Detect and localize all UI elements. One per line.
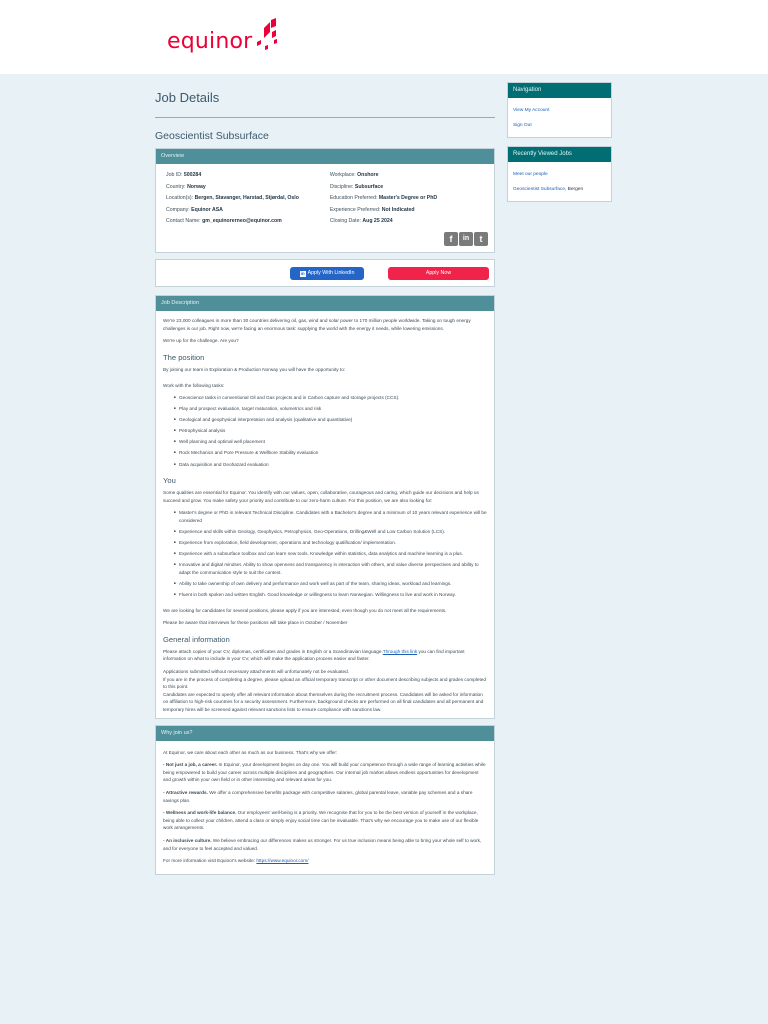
list-item: ■ Innovative and digital mindset. Ability to show openness and transparency in interaction with others, and value diverse perspectives and ability to adapt the communication style to suit the context.: [179, 561, 487, 576]
overview-panel: [155, 148, 495, 253]
position-intro: By joining our team in Exploration & Production Norway you will have the opportunity to:: [163, 366, 346, 372]
list-item: ■ Ability to take ownership of own delivery and performance and work well as part of the team, sharing ideas, workload and learnings.: [179, 580, 487, 588]
why-join-body: [156, 741, 494, 874]
sign-out-link[interactable]: Sign Out: [513, 123, 532, 128]
challenge-text: We're up for the challenge. Are you?: [163, 338, 239, 344]
intro-text: We're 23,000 colleagues in more than 30 countries delivering oil, gas, wind and solar power to 170 million people worldwide. Taking on tough energy challenges is our job. Right now, we're facing an enormous task: supplying the world with the energy it needs, while lowering emissions.: [163, 317, 471, 331]
navigation-header: Navigation: [508, 83, 611, 98]
list-item: ■ Data acquisition and Geohazard evaluation: [179, 461, 487, 469]
tasks-list: [163, 394, 487, 468]
recently-viewed-body: [508, 162, 611, 201]
position-heading: The position: [163, 352, 205, 362]
view-my-account-link[interactable]: View My Account: [513, 108, 550, 113]
more-info: For more information visit Equinor's website: https://www.equinor.com/: [163, 858, 309, 864]
benefit-item: - Not just a job, a career. In Equinor, your development begins on day one. You will build your competence through a wide range of learning activities while being empowered to build your career across multiple disciplines and geographies. Our internal job market allows endless opportunities for development and growth within your own field or in other interesting and relevant areas for you.: [163, 762, 486, 783]
share-icons: [156, 232, 494, 252]
overview-field: Education Preferred: Master's Degree or PhD: [329, 195, 438, 202]
list-item: ■ Geoscience tasks in conventional Oil and Gas projects and in Carbon capture and storage projects (CCS).: [179, 394, 487, 402]
recently-viewed-box: [507, 146, 612, 202]
general-info-heading: General information: [163, 634, 230, 644]
twitter-icon[interactable]: t: [474, 232, 488, 246]
linkedin-icon[interactable]: in: [459, 232, 473, 246]
tasks-intro: Work with the following tasks:: [163, 383, 225, 389]
sidebar: [507, 82, 612, 210]
logo-text: equinor: [167, 29, 253, 54]
overview-field: Job ID: 500284: [166, 172, 202, 178]
linkedin-icon: in: [300, 270, 305, 276]
overview-right-column: [330, 170, 484, 228]
navigation-box: [507, 82, 612, 138]
cv-info-link[interactable]: Through this link: [382, 648, 418, 654]
apply-bar: [155, 259, 495, 287]
list-item: ■ Fluent in both spoken and written English. Good knowledge or willingness to learn Norwegian. Willingness to live and work in Norway.: [179, 591, 487, 599]
job-description-body: [156, 311, 494, 718]
navigation-body: [508, 98, 611, 137]
list-item: ■ Petrophysical analysis: [179, 427, 487, 435]
you-intro: Some qualities are essential for Equinor. You identify with our values, open, collaborative, courageous and caring, which guide our decisions and help us succeed and grow. You make safety your priority and contribute to our zero-harm culture. For this position, we are also looking for:: [163, 490, 479, 503]
overview-field: Company: Equinor ASA: [166, 206, 223, 213]
overview-field: Experience Preferred: Not Indicated: [329, 206, 415, 213]
qualities-list: [163, 509, 487, 598]
overview-left-column: [166, 170, 330, 228]
recent-job-link[interactable]: Geoscientist Subsurface: [513, 187, 565, 192]
recent-job-item: Geoscientist Subsurface, Bergen: [513, 187, 584, 192]
why-join-panel: [155, 725, 495, 875]
overview-field: Discipline: Subsurface: [329, 183, 384, 190]
why-join-header: Why join us?: [156, 726, 494, 741]
job-title: Geoscientist Subsurface: [155, 130, 269, 142]
list-item: ■ Well planning and optimal well placement: [179, 438, 487, 446]
list-item: ■ Experience and skills within Geology, Geophysics, Petrophysics, Geo-Operations, Drilling&Well and Low Carbon Solution (LCS).: [179, 528, 487, 536]
overview-body: [156, 164, 494, 232]
logo-mark-icon: [254, 18, 280, 52]
overview-field: Country: Norway: [166, 183, 206, 190]
apply-linkedin-button[interactable]: in Apply With LinkedIn: [290, 267, 364, 280]
benefit-item: - Wellness and work-life balance. Our employees' well-being is a priority. We recognise that for you to be the best version of yourself in the workplace, being able to collect your children, attend a class or simply enjoy social time can be invaluable. That's why we encourage you to make use of our flexible work arrangements.: [163, 810, 479, 831]
you-heading: You: [163, 476, 176, 486]
page-title: Job Details: [155, 90, 220, 105]
list-item: ■ Experience from exploration, field development, operations and technology qualification/ implementation.: [179, 539, 487, 547]
benefit-item: - An inclusive culture. We believe embracing our differences makes us stronger. For us true inclusion means being able to bring your whole self to work, and for everyone to feel accepted and valued.: [163, 837, 482, 851]
apply-now-button[interactable]: Apply Now: [388, 267, 489, 280]
list-item: ■ Geological and geophysical interpretation and analysis (qualitative and quantitative): [179, 416, 487, 424]
why-intro: At Equinor, we care about each other as much as our business. That's why we offer:: [163, 749, 338, 755]
top-bar: [0, 0, 768, 74]
job-description-header: Job Description: [156, 296, 494, 311]
recently-viewed-header: Recently Viewed Jobs: [508, 147, 611, 162]
job-description-panel: [155, 295, 495, 719]
title-divider: [155, 117, 495, 118]
general-text-1: Please attach copies of your CV, diplomas, certificates and grades in English or a Scandinavian language.Through this link you can find important information on what to include in your CV, which will make the application process easier and faster.: [163, 648, 465, 662]
overview-field: Location(s): Bergen, Stavanger, Harstad, Stjørdal, Oslo: [166, 195, 299, 202]
list-item: ■ Rock Mechanics and Pore Pressure & Wellbore Stability evaluation: [179, 449, 487, 457]
equinor-logo[interactable]: [167, 14, 280, 58]
general-text-2: Applications submitted without necessary attachments will unfortunately not be evaluated. If you are in the process of completing a degree, please upload an official temporary transcript or other document describing subjects and grades completed to this point. Candidates are expected to openly offer all relevant information about themselves during the recruitment process. Candidates will be asked for information on affiliation to high-risk countries for a security assessment. Furthermore, background checks are performed on all final candidates and all permanent and temporary hires will be screened against relevant sanctions lists to ensure compliance with sanctions law.: [163, 669, 487, 712]
benefit-item: - Attractive rewards. We offer a comprehensive benefits package with competitive salaries, global parental leave, variable pay schemes and a share savings plan.: [163, 789, 473, 803]
list-item: ■ Play and prospect evaluation, target maturation, volumetrics and risk: [179, 405, 487, 413]
meet-our-people-link[interactable]: Meet our people: [513, 172, 548, 177]
list-item: ■ Experience with a subsurface toolbox and can learn new tools. Knowledge within statistics, data analytics and machine learning is a plus.: [179, 550, 487, 558]
looking-text: We are looking for candidates for several positions, please apply if you are interested, even though you do not meet all the requirements.: [163, 607, 447, 613]
facebook-icon[interactable]: f: [444, 232, 458, 246]
overview-field: Workplace: Onshore: [329, 172, 379, 178]
overview-field: Contact Name: gm_equinorerneo@equinor.com: [166, 218, 282, 225]
main-content: [155, 74, 495, 875]
equinor-website-link[interactable]: https://www.equinor.com/: [256, 858, 309, 864]
list-item: ■ Master's degree or PhD in relevant Technical Discipline. Candidates with a Bachelor's degree and a minimum of 10 years relevant experience will be considered: [179, 509, 487, 524]
overview-field: Closing Date: Aug 25 2024: [329, 218, 393, 225]
overview-header: Overview: [156, 149, 494, 164]
interviews-text: Please be aware that interviews for these positions will take place in October / November: [163, 620, 348, 626]
